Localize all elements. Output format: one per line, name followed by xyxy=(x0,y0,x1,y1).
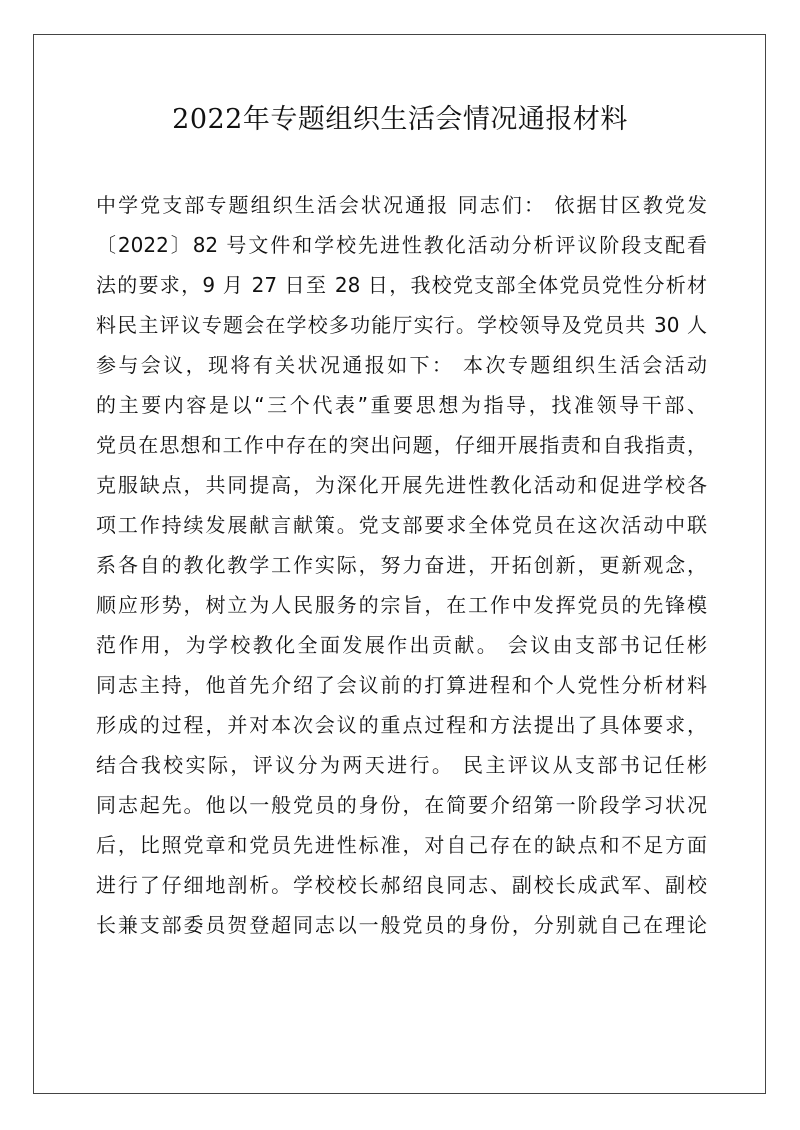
body-line-8: 克服缺点，共同提高，为深化开展先进性教化活动和促进学校各 xyxy=(96,473,707,497)
body-line-2: 〔2022〕82 号文件和学校先进性教化活动分析评议阶段支配看 xyxy=(96,233,707,257)
body-line-18: 进行了仔细地剖析。学校校长郝绍良同志、副校长成武军、副校 xyxy=(96,873,707,897)
body-line-13: 同志主持，他首先介绍了会议前的打算进程和个人党性分析材料 xyxy=(96,673,707,697)
body-line-10: 系各自的教化教学工作实际，努力奋进，开拓创新，更新观念， xyxy=(96,553,707,577)
body-line-5: 参与会议，现将有关状况通报如下： 本次专题组织生活会活动 xyxy=(96,353,707,377)
body-line-12: 范作用，为学校教化全面发展作出贡献。 会议由支部书记任彬 xyxy=(96,633,707,657)
body-line-19: 长兼支部委员贺登超同志以一般党员的身份，分别就自己在理论 xyxy=(96,913,707,937)
body-line-1: 中学党支部专题组织生活会状况通报 同志们： 依据甘区教党发 xyxy=(96,193,707,217)
body-line-7: 党员在思想和工作中存在的突出问题，仔细开展指责和自我指责， xyxy=(96,433,707,457)
body-line-15: 结合我校实际，评议分为两天进行。 民主评议从支部书记任彬 xyxy=(96,753,707,777)
body-line-3: 法的要求，9 月 27 日至 28 日，我校党支部全体党员党性分析材 xyxy=(96,273,707,297)
body-line-11: 顺应形势，树立为人民服务的宗旨，在工作中发挥党员的先锋模 xyxy=(96,593,707,617)
document-title: 2022年专题组织生活会情况通报材料 xyxy=(172,104,628,135)
body-line-17: 后，比照党章和党员先进性标准，对自己存在的缺点和不足方面 xyxy=(96,833,707,857)
body-line-4: 料民主评议专题会在学校多功能厅实行。学校领导及党员共 30 人 xyxy=(96,313,707,337)
body-line-9: 项工作持续发展献言献策。党支部要求全体党员在这次活动中联 xyxy=(96,513,707,537)
body-line-14: 形成的过程，并对本次会议的重点过程和方法提出了具体要求， xyxy=(96,713,707,737)
body-line-16: 同志起先。他以一般党员的身份，在简要介绍第一阶段学习状况 xyxy=(96,793,707,817)
body-line-6: 的主要内容是以“三个代表”重要思想为指导，找准领导干部、 xyxy=(96,393,707,417)
